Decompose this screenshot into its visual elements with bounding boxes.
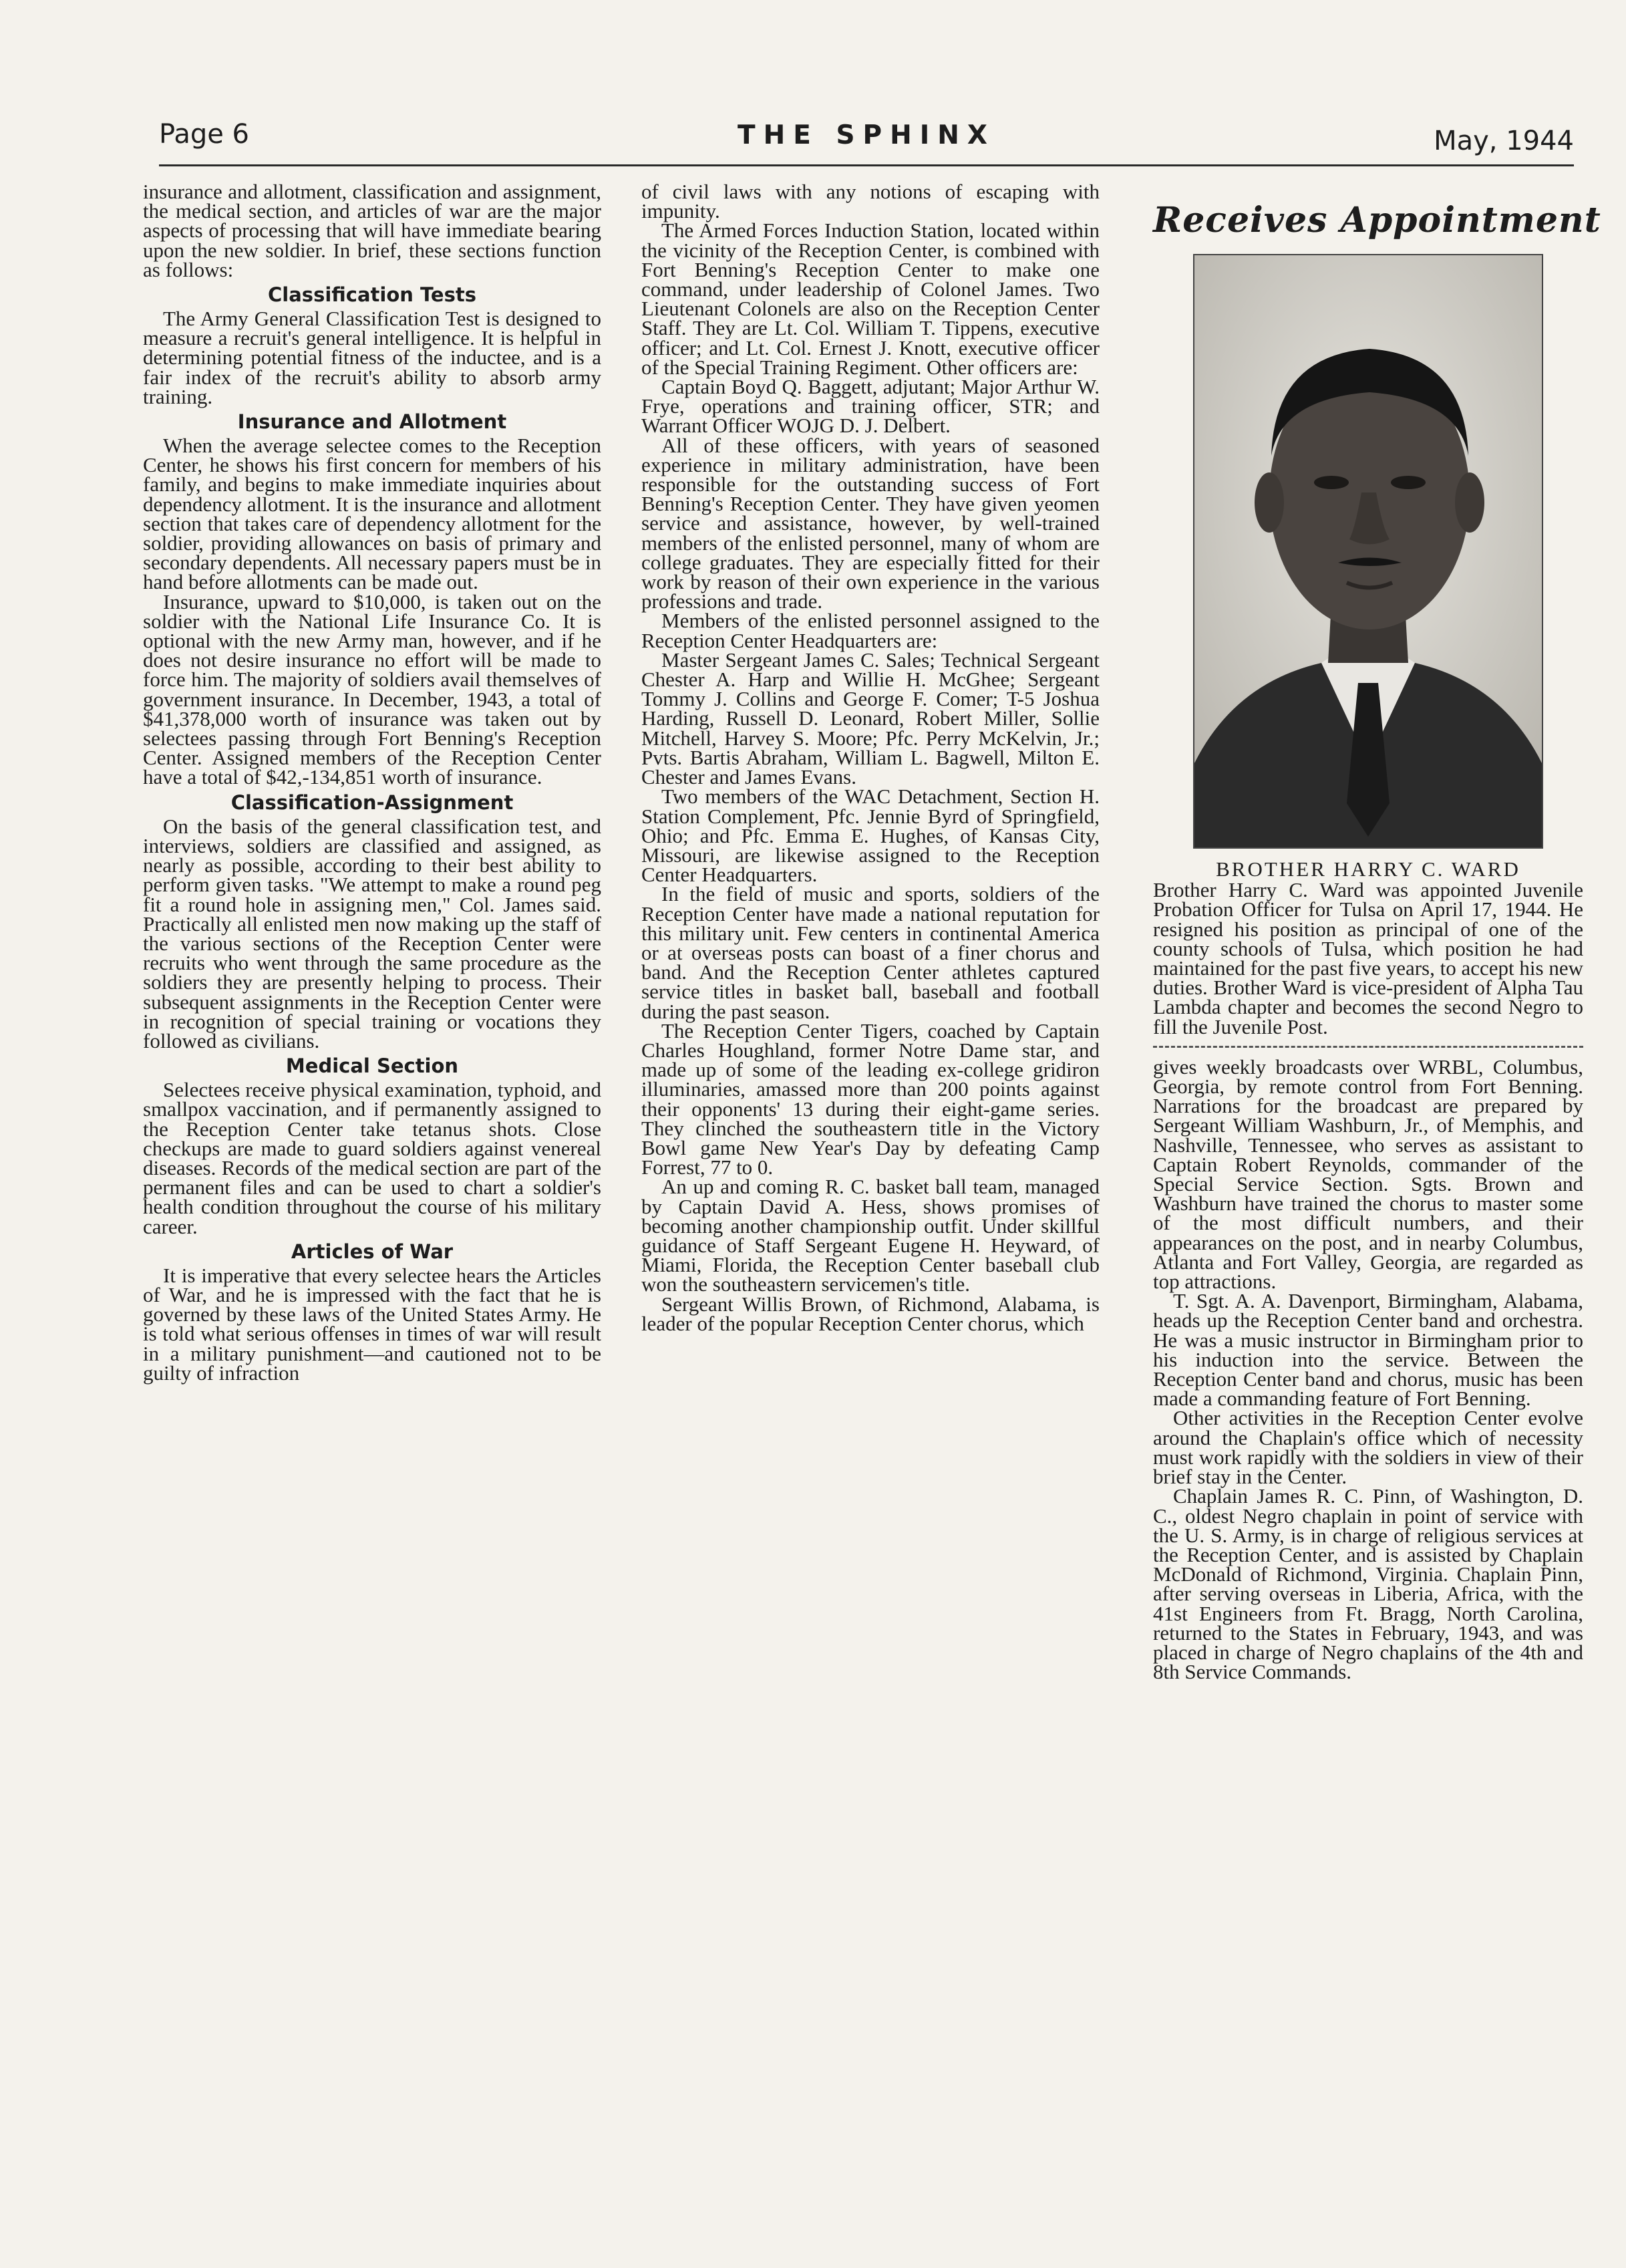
- header-rule: [159, 164, 1574, 166]
- issue-date: May, 1944: [1434, 126, 1574, 156]
- section-heading-classification-assignment: Classification-Assignment: [230, 791, 514, 814]
- article-column-3: [1153, 182, 1601, 1684]
- photo-caption-name: BROTHER HARRY C. WARD: [1216, 857, 1520, 881]
- paragraph: T. Sgt. A. A. Davenport, Birmingham, Alabama, heads up the Reception Center band and orchestra. He was a music instructor in Birmingham prior to his induction into the service. Between the Reception Center band and chorus, music has been made a commanding feature of Fort Benning.: [1153, 1289, 1583, 1411]
- paragraph: An up and coming R. C. basket ball team, managed by Captain David A. Hess, shows promises of becoming another championship outfit. Under skillful guidance of Staff Sergeant Eugene H. Heyward, of Miami, Florida, the Reception Center baseball club won the southeastern servicemen's title.: [641, 1175, 1100, 1296]
- paragraph: Master Sergeant James C. Sales; Technical Sergeant Chester A. Harp and Willie H. McGhee; Sergeant Tommy J. Collins and George F. Comer; T-5 Joshua Harding, Russell D. Leonard, Robert Miller, Sollie Mitchell, Harvey S. Moore; Pfc. Perry McKelvin, Jr.; Pvts. Bartis Abraham, William L. Bagwell, Milton E. Chester and James Evans.: [641, 648, 1100, 789]
- section-heading-medical: Medical Section: [285, 1054, 459, 1078]
- dashed-divider: [1153, 1046, 1583, 1048]
- paragraph: Members of the enlisted personnel assigned to the Reception Center Headquarters are:: [641, 609, 1100, 652]
- article-column-1: [143, 182, 601, 1383]
- paragraph: Insurance, upward to $10,000, is taken out on the soldier with the National Life Insurance Co. It is optional with the new Army man, however, and if he does not desire insurance no effort will be made to force him. The majority of soldiers avail themselves of government insurance. In December, 1943, a total of $41,378,000 worth of insurance was taken out by selectees passing through Fort Benning's Reception Center. Assigned members of the Reception Center have a total of $42,-134,851 worth of insurance.: [143, 589, 601, 789]
- paragraph: Chaplain James R. C. Pinn, of Washington, D. C., oldest Negro chaplain in point of service with the U. S. Army, is in charge of religious services at the Reception Center, and is assisted by Chaplain McDonald of Richmond, Virginia. Chaplain Pinn, after serving overseas in Liberia, Africa, with the 41st Engineers from Ft. Bragg, North Carolina, returned to the States in February, 1943, and was placed in charge of Negro chaplains of the 4th and 8th Service Commands.: [1153, 1484, 1583, 1684]
- portrait-photo: [1193, 254, 1543, 849]
- paragraph: of civil laws with any notions of escaping with impunity.: [641, 180, 1100, 223]
- paragraph: All of these officers, with years of seasoned experience in military administration, have been responsible for the outstanding success of Fort Benning's Reception Center. They have given yeomen service and assistance, however, by well-trained members of the enlisted personnel, many of whom are college graduates. They are especially fitted for their work by reason of their own experience in the various professions and trade.: [641, 433, 1100, 613]
- paragraph: Sergeant Willis Brown, of Richmond, Alabama, is leader of the popular Reception Center chorus, which: [641, 1292, 1100, 1335]
- publication-title: THE SPHINX: [738, 120, 995, 150]
- section-heading-articles-of-war: Articles of War: [291, 1240, 454, 1263]
- paragraph: The Army General Classification Test is designed to measure a recruit's general intelligence. It is helpful in determining potential fitness of the inductee, and is a fair index of the recruit's ability to absorb army training.: [143, 307, 601, 408]
- article-column-2: [641, 182, 1100, 1333]
- portrait-image: [1194, 255, 1542, 847]
- paragraph: On the basis of the general classification test, and interviews, soldiers are classified and assigned, as nearly as possible, according to their best ability to perform given tasks. "We attempt to make a round peg fit a round hole in assigning men," Col. James said. Practically all enlisted men now making up the staff of the various sections of the Reception Center were recruits who went through the same procedure as the soldiers they are presently helping to process. Their subsequent assignments in the Reception Center were in recognition of special training or vocations they followed as civilians.: [143, 814, 601, 1052]
- paragraph: Other activities in the Reception Center evolve around the Chaplain's office which of necessity must work rapidly with the soldiers in view of their brief stay in the Center.: [1153, 1406, 1583, 1489]
- paragraph: The Armed Forces Induction Station, located within the vicinity of the Reception Center, is combined with Fort Benning's Reception Center to make one command, under leadership of Colonel James. Two Lieutenant Colonels are also on the Reception Center Staff. They are Lt. Col. William T. Tippens, executive officer; and Lt. Col. Ernest J. Knott, executive officer of the Special Training Regiment. Other officers are:: [641, 219, 1100, 379]
- page-header: [159, 119, 1574, 164]
- section-heading-insurance: Insurance and Allotment: [237, 410, 507, 434]
- photo-caption-text: Brother Harry C. Ward was appointed Juvenile Probation Officer for Tulsa on April 17, 1944. He resigned his position as principal of one of the county schools of Tulsa, which position he had maintained for the past five years, to accept his new duties. Brother Ward is vice-president of Alpha Tau Lambda chapter and becomes the second Negro to fill the Juvenile Post.: [1153, 878, 1583, 1038]
- paragraph: When the average selectee comes to the Reception Center, he shows his first concern for members of his family, and begins to make immediate inquiries about dependency allotment. It is the insurance and allotment section that takes care of dependency allotment for the soldier, providing allowances on basis of primary and secondary dependents. All necessary papers must be in hand before allotments can be made out.: [143, 434, 601, 594]
- paragraph: In the field of music and sports, soldiers of the Reception Center have made a national reputation for this military unit. Few centers in continental America or at overseas posts can boast of a finer chorus and band. And the Reception Center athletes captured service titles in basket ball, baseball and football during the past season.: [641, 882, 1100, 1023]
- paragraph: The Reception Center Tigers, coached by Captain Charles Houghland, former Notre Dame star, and made up of some of the leading ex-college gridiron illuminaries, amassed more than 200 points against their opponents' 13 during their eight-game series. They clinched the southeastern title in the Victory Bowl game New Year's Day by defeating Camp Forrest, 77 to 0.: [641, 1018, 1100, 1179]
- paragraph: Two members of the WAC Detachment, Section H. Station Complement, Pfc. Jennie Byrd of Springfield, Ohio; and Pfc. Emma E. Hughes, of Kansas City, Missouri, are likewise assigned to the Reception Center Headquarters.: [641, 785, 1100, 887]
- paragraph: gives weekly broadcasts over WRBL, Columbus, Georgia, by remote control from Fort Benning. Narrations for the broadcast are prepared by Sergeant William Washburn, Jr., of Memphis, and Nashville, Tennessee, who serves as assistant to Captain Robert Reynolds, commander of the Special Service Section. Sgts. Brown and Washburn have trained the chorus to master some of the most difficult numbers, and their appearances on the post, and in nearby Columbus, Atlanta and Fort Valley, Georgia, are regarded as top attractions.: [1153, 1054, 1583, 1294]
- page-number: Page 6: [159, 119, 249, 150]
- paragraph: Captain Boyd Q. Baggett, adjutant; Major Arthur W. Frye, operations and training officer, STR; and Warrant Officer WOJG D. J. Delbert.: [641, 375, 1100, 438]
- section-heading-classification-tests: Classification Tests: [268, 283, 476, 307]
- paragraph: insurance and allotment, classification and assignment, the medical section, and articles of war are the major aspects of processing that will have immediate bearing upon the new soldier. In brief, these sections function as follows:: [143, 180, 601, 281]
- paragraph: It is imperative that every selectee hears the Articles of War, and he is impressed with the fact that he is governed by these laws of the United States Army. He is told what serious offenses in times of war will result in a military punishment—and cautioned not to be guilty of infraction: [143, 1263, 601, 1385]
- paragraph: Selectees receive physical examination, typhoid, and smallpox vaccination, and if permanently assigned to the Reception Center take tetanus shots. Close checkups are made to guard soldiers against venereal diseases. Records of the medical section are part of the permanent files and can be used to chart a soldier's health condition throughout the course of his military career.: [143, 1078, 601, 1238]
- headline: Receives Appointment: [1153, 200, 1601, 241]
